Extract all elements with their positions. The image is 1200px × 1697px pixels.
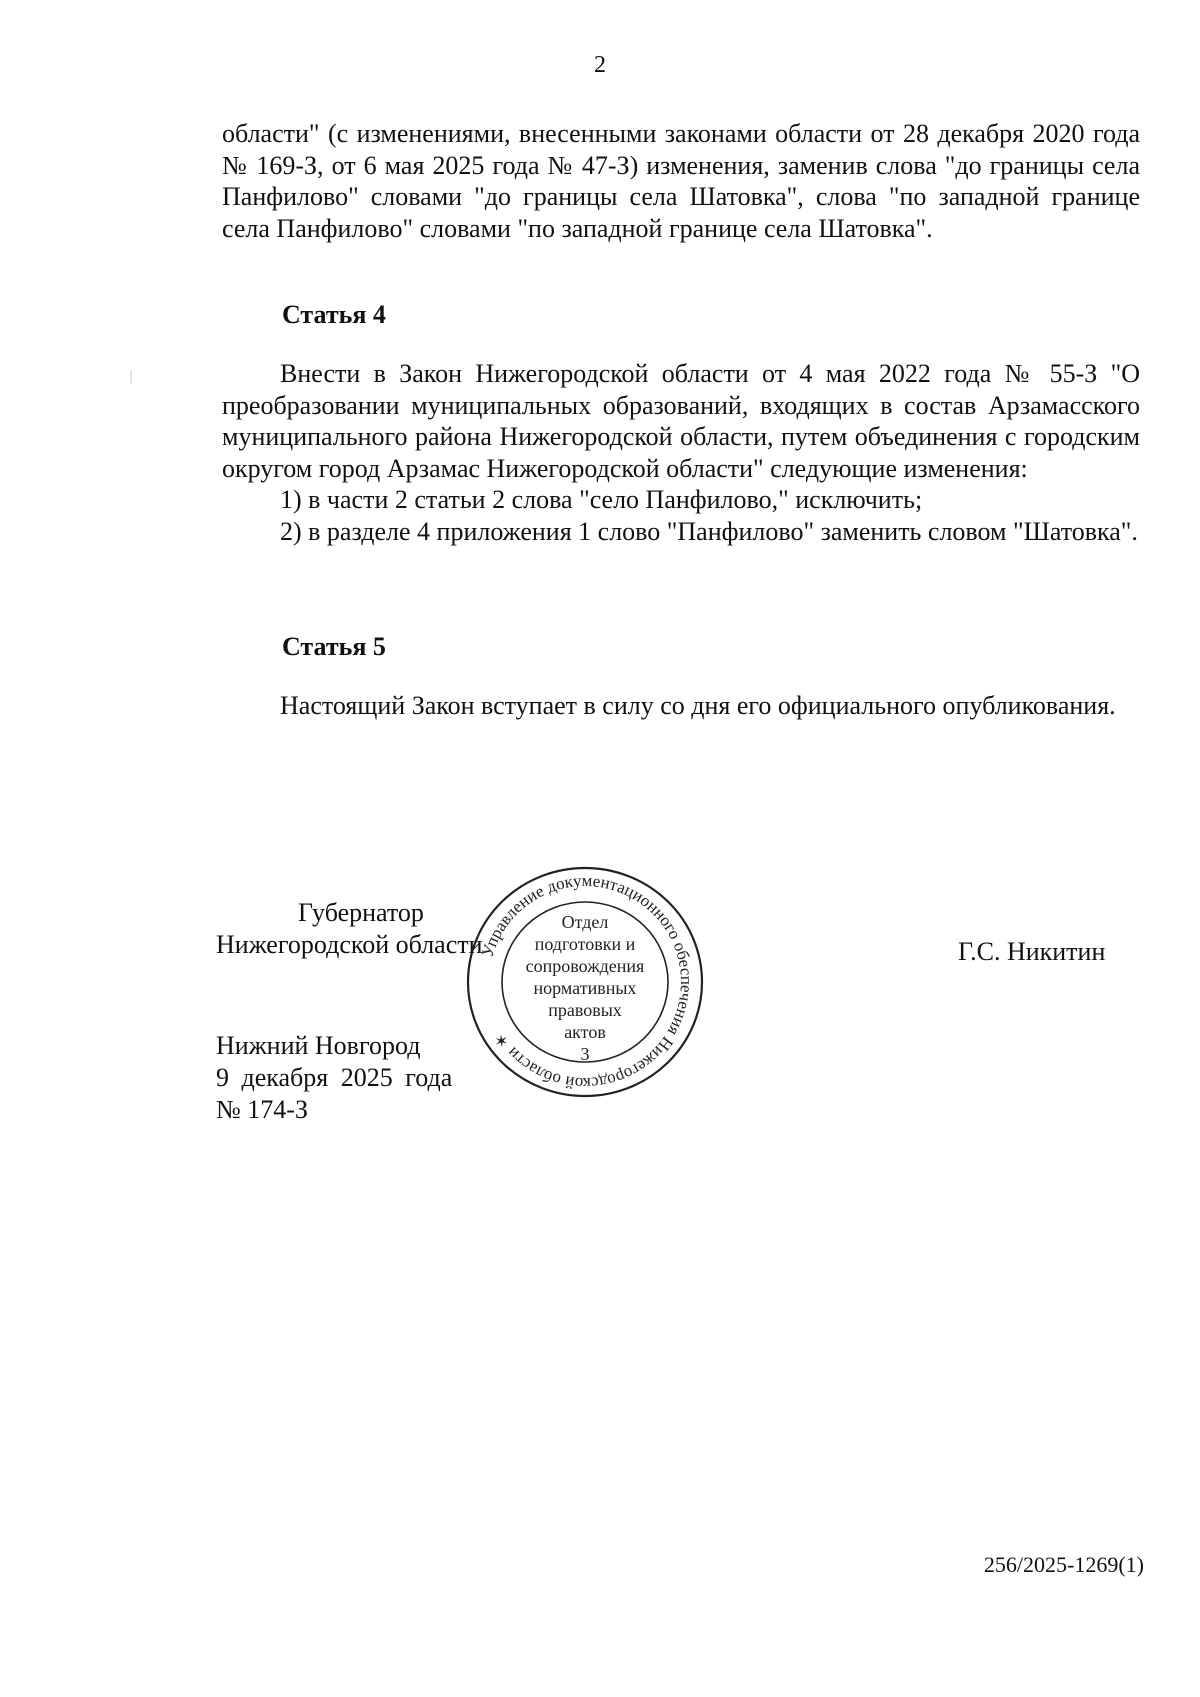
stamp-line-1: Отдел: [561, 912, 609, 932]
governor-title-line1: Губернатор: [298, 898, 424, 927]
article-5-text: Настоящий Закон вступает в силу со дня его официального опубликования.: [280, 691, 1116, 720]
article-4-item-1: 1) в части 2 статьи 2 слова "село Панфилово," исключить;: [280, 485, 923, 514]
law-number: № 174-З: [216, 1095, 308, 1124]
article-4-item-2: 2) в разделе 4 приложения 1 слово "Панфилово" заменить словом "Шатовка".: [280, 516, 1138, 546]
governor-title: [216, 897, 483, 961]
article-5-heading: Статья 5: [282, 632, 386, 661]
stamp-line-6: актов: [564, 1022, 606, 1042]
stamp-ring-textpath: Управление документационного обеспечения Нижегородской области ✶: [477, 870, 697, 1094]
governor-title-line2: Нижегородской области: [216, 930, 483, 959]
stamp-line-2: подготовки и: [534, 934, 636, 954]
page-number: 2: [594, 52, 606, 78]
stamp-line-5: правовых: [548, 1000, 622, 1020]
stamp-graphic: [462, 862, 708, 1102]
scan-artifact: [130, 370, 132, 384]
stamp-number: 3: [580, 1044, 590, 1064]
document-code: 256/2025-1269(1): [983, 1552, 1144, 1577]
article-4-heading: Статья 4: [282, 300, 386, 329]
continuation-paragraph: области" (с изменениями, внесенными законами области от 28 декабря 2020 года № 169-З, от 6 мая 2025 года № 47-З) изменения, заменив слова "до границы села Панфилово" словами "до границы села Шатовка", слова "по западной границе села Панфилово" словами "по западной границе села Шатовка".: [222, 119, 1140, 243]
official-stamp: [462, 862, 708, 1102]
date: 9 декабря 2025 года: [216, 1063, 453, 1092]
governor-name: Г.С. Никитин: [958, 937, 1106, 966]
article-4-intro: Внести в Закон Нижегородской области от 4 мая 2022 года № 55-З "О преобразовании муниципальных образований, входящих в состав Арзамасского муниципального района Нижегородской области, путем объединения с городским округом город Арзамас Нижегородской области" следующие изменения:: [222, 359, 1140, 483]
stamp-line-4: нормативных: [533, 978, 637, 998]
place: Нижний Новгород: [216, 1031, 421, 1060]
place-date-block: [216, 1030, 452, 1126]
stamp-line-3: сопровождения: [525, 956, 645, 976]
article-4-body: [222, 358, 1140, 547]
